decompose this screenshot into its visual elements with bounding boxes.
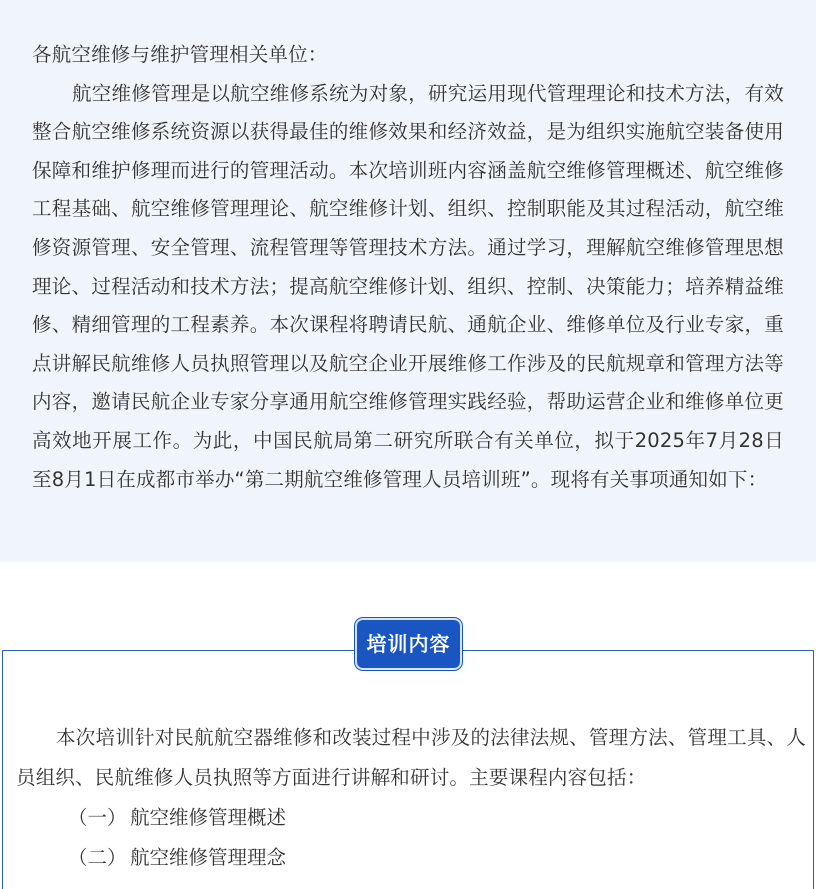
- course-item: [16, 798, 806, 838]
- section-title-badge: 培训内容: [355, 618, 462, 670]
- course-item-number: （一）: [68, 806, 127, 829]
- course-item-text: 航空维修管理概述: [130, 806, 287, 829]
- salutation: 各航空维修与维护管理相关单位：: [32, 43, 328, 66]
- course-item-text: 航空维修管理理念: [130, 846, 287, 869]
- training-lead-paragraph: 本次培训针对民航航空器维修和改装过程中涉及的法律法规、管理方法、管理工具、人员组织、民航维修人员执照等方面进行讲解和研讨。主要课程内容包括：: [16, 726, 806, 789]
- training-content-body: [16, 718, 806, 878]
- intro-paragraph: 航空维修管理是以航空维修系统为对象，研究运用现代管理理论和技术方法，有效整合航空维修系统资源以获得最佳的维修效果和经济效益，是为组织实施航空装备使用保障和维护修理而进行的管理活动。本次培训班内容涵盖航空维修管理概述、航空维修工程基础、航空维修管理理论、航空维修计划、组织、控制职能及其过程活动，航空维修资源管理、安全管理、流程管理等管理技术方法。通过学习，理解航空维修管理思想理论、过程活动和技术方法；提高航空维修计划、组织、控制、决策能力；培养精益维修、精细管理的工程素养。本次课程将聘请民航、通航企业、维修单位及行业专家，重点讲解民航维修人员执照管理以及航空企业开展维修工作涉及的民航规章和管理方法等内容，邀请民航企业专家分享通用航空维修管理实践经验，帮助运营企业和维修单位更高效地开展工作。为此，中国民航局第二研究所联合有关单位，拟于2025年7月28日至8月1日在成都市举办“第二期航空维修管理人员培训班”。现将有关事项通知如下：: [32, 81, 784, 491]
- course-item-number: （二）: [68, 846, 127, 869]
- course-item: [16, 838, 806, 878]
